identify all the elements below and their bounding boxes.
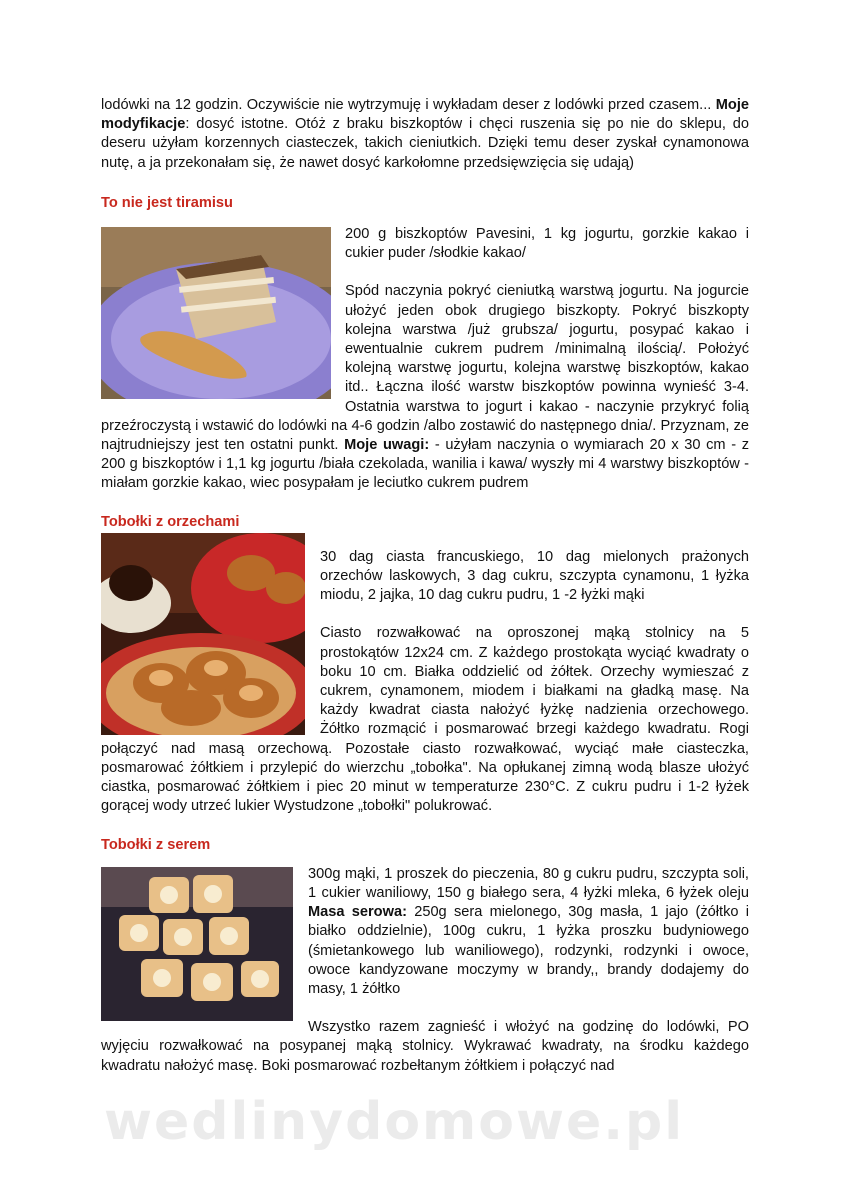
tobolki-ser-heading: Tobołki z serem (101, 836, 211, 853)
site-watermark: wedlinydomowe.pl (104, 1092, 685, 1152)
tobolki-ser-ingredients-cont: 250g sera mielonego, 30g masła, 1 jajo (żółtko i białko oddzielnie), 100g cukru, 1 łyżka proszku budyniowego (śmietankowego lub waniliowego), rodzynki, rodzynki i owoce, owoce kandyzowane moczymy w brandy,, brandy dodajemy do masy, 1 żółtko (308, 904, 749, 997)
tobolki-ser-photo (101, 867, 293, 1021)
intro-text: lodówki na 12 godzin. Oczywiście nie wytrzymuję i wykładam deser z lodówki przed czasem... (101, 97, 716, 113)
tobolki-orzechy-photo (101, 533, 305, 735)
tobolki-orzechy-method: Ciasto rozwałkować na oproszonej mąką stolnicy na 5 prostokątów 12x24 cm. Z każdego prostokąta wyciąć kwadraty o boku 10 cm. Białka oddzielić od żółtek. Orzechy wymieszać z cukrem, cynamonem, miodem i białkami na gładką masę. Na każdy kwadrat ciasta nałożyć łyżkę nadzienia orzechowego. Żółtko rozmącić i posmarować brzegi każdego kwadratu. Rogi połączyć nad masą orzechową. Pozostałe ciasto rozwałkować, wyciąć małe ciasteczka, posmarować żółtkiem i przylepić do wierzchu „tobołka". Na opłukanej zimną wodą blasze ułożyć ciastka, posmarować żółtkiem i piec 20 minut w temperaturze 230°C. Z cukru pudru i 1-2 łyżek gorącej wody utrzeć lukier Wystudzone „tobołki" polukrować. (101, 625, 749, 815)
tobolki-orzechy-heading: Tobołki z orzechami (101, 513, 240, 530)
tiramisu-method-cont: - użyłam naczynia o wymiarach 20 x 30 cm - z 200 g biszkoptów i 1,1 kg jogurtu /biała czekolada, wanilia i kawa/ wyszły mi 4 warstwy biszkoptów - miałam gorzkie kakao, wiec posypałam je leciutko cukrem pudrem (101, 437, 749, 492)
tiramisu-bold: Moje uwagi: (344, 437, 430, 454)
intro-paragraph (101, 96, 749, 173)
intro-text-cont: : dosyć istotne. Otóż z braku biszkoptów i chęci ruszenia się po nie do sklepu, do deseru użyłam korzennych ciasteczek, takich cieniutkich. Dzięki temu deser zyskał cynamonowa nutę, a ja przekonałam się, że nawet dosyć karkołomne przedsięwzięcia się udają) (101, 116, 749, 171)
tiramisu-ingredients: 200 g biszkoptów Pavesini, 1 kg jogurtu, gorzkie kakao i cukier puder /słodkie kakao/ (345, 226, 749, 262)
tobolki-ser-bold: Masa serowa: (308, 904, 407, 921)
document-page (101, 96, 749, 1076)
tobolki-orzechy-ingredients: 30 dag ciasta francuskiego, 10 dag mielonych prażonych orzechów laskowych, 3 dag cukru, szczypta cynamonu, 1 łyżka miodu, 2 jajka, 10 dag cukru pudru, 1 -2 łyżki mąki (320, 548, 749, 604)
tiramisu-photo (101, 227, 331, 399)
tiramisu-heading: To nie jest tiramisu (101, 194, 233, 211)
tobolki-ser-method: Wszystko razem zagnieść i włożyć na godzinę do lodówki, PO wyjęciu rozwałkować na posypanej mąką stolnicy. Wykrawać kwadraty, na środku każdego kwadratu nałożyć masę. Boki posmarować rozbełtanym żółtkiem i połączyć nad (101, 1019, 749, 1074)
tiramisu-method-text: Spód naczynia pokryć cieniutką warstwą jogurtu. Na jogurcie ułożyć jeden obok drugiego biszkopty. Pokryć biszkopty kolejna warstwa /już grubsza/ jogurtu, posypać kakao i ewentualnie cukrem pudrem /minimalną ilością/. Położyć kolejną warstwę jogurtu, kolejna warstwę biszkoptów, kakao itd.. Łączna ilość warstw biszkoptów powinna wynieść 3-4. Ostatnia warstwa to jogurt i kakao - naczynie przykryć folią przeźroczystą i wstawić do lodówki na 4-6 godzin /albo zostawić do następnego dnia/. Przyznam, ze najtrudniejszy jest ten ostatni punkt. (101, 283, 749, 454)
intro-bold: Moje modyfikacje (101, 97, 749, 133)
tobolki-ser-ingredients-text: 300g mąki, 1 proszek do pieczenia, 80 g cukru pudru, szczypta soli, 1 cukier waniliowy, 150 g białego sera, 4 łyżki mleka, 6 łyżek oleju (308, 865, 749, 901)
